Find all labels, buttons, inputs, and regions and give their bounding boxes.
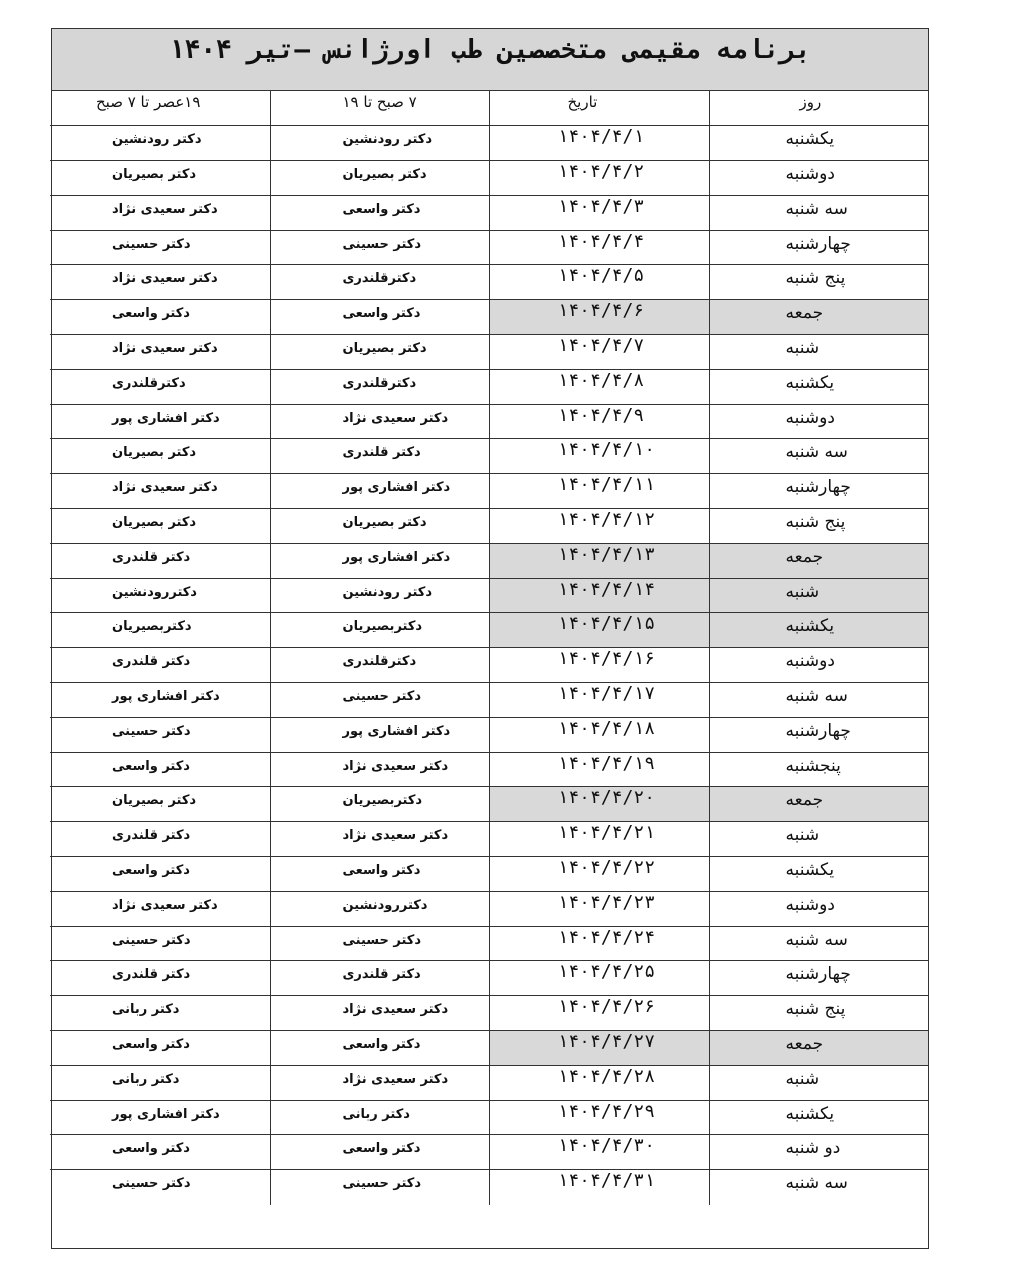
day-cell: سه شنبه <box>709 195 928 230</box>
shift-night-cell: دکتر بصیریان <box>50 787 270 822</box>
table-row <box>50 474 928 509</box>
day-cell: جمعه <box>709 1031 928 1066</box>
table-row <box>50 439 928 474</box>
table-row <box>50 787 928 822</box>
shift-day-cell: دکتر واسعی <box>270 1031 489 1066</box>
shift-day-cell: دکتر قلندری <box>270 961 489 996</box>
date-cell: ۱۴۰۴/۴/۲۴ <box>489 926 709 961</box>
header-date: تاریخ <box>489 91 709 126</box>
date-cell: ۱۴۰۴/۴/۱۰ <box>489 439 709 474</box>
table-row <box>50 126 928 161</box>
shift-day-cell: دکتر رودنشین <box>270 578 489 613</box>
table-row <box>50 230 928 265</box>
shift-night-cell: دکتر سعیدی نژاد <box>50 474 270 509</box>
shift-night-cell: دکتر سعیدی نژاد <box>50 335 270 370</box>
table-row <box>50 509 928 544</box>
shift-day-cell: دکترقلندری <box>270 265 489 300</box>
shift-day-cell: دکتر سعیدی نژاد <box>270 822 489 857</box>
header-row <box>50 91 928 126</box>
header-day: روز <box>709 91 928 126</box>
day-cell: یکشنبه <box>709 369 928 404</box>
date-cell: ۱۴۰۴/۴/۳۱ <box>489 1170 709 1205</box>
date-cell: ۱۴۰۴/۴/۴ <box>489 230 709 265</box>
table-row <box>50 1031 928 1066</box>
date-cell: ۱۴۰۴/۴/۱۴ <box>489 578 709 613</box>
day-cell: پنج شنبه <box>709 265 928 300</box>
shift-day-cell: دکتر حسینی <box>270 1170 489 1205</box>
shift-night-cell: دکتر ربانی <box>50 1065 270 1100</box>
day-cell: یکشنبه <box>709 613 928 648</box>
shift-day-cell: دکتر بصیریان <box>270 509 489 544</box>
shift-night-cell: دکتر قلندری <box>50 822 270 857</box>
table-row <box>50 1135 928 1170</box>
date-cell: ۱۴۰۴/۴/۱۹ <box>489 752 709 787</box>
shift-day-cell: دکتر افشاری پور <box>270 717 489 752</box>
shift-night-cell: دکتر رودنشین <box>50 126 270 161</box>
table-row <box>50 265 928 300</box>
date-cell: ۱۴۰۴/۴/۱۳ <box>489 543 709 578</box>
shift-night-cell: دکتر حسینی <box>50 926 270 961</box>
day-cell: شنبه <box>709 578 928 613</box>
date-cell: ۱۴۰۴/۴/۲ <box>489 161 709 196</box>
day-cell: چهارشنبه <box>709 474 928 509</box>
shift-day-cell: دکتربصیریان <box>270 613 489 648</box>
shift-night-cell: دکتر قلندری <box>50 961 270 996</box>
date-cell: ۱۴۰۴/۴/۵ <box>489 265 709 300</box>
shift-night-cell: دکتر بصیریان <box>50 161 270 196</box>
day-cell: یکشنبه <box>709 857 928 892</box>
date-cell: ۱۴۰۴/۴/۳۰ <box>489 1135 709 1170</box>
date-cell: ۱۴۰۴/۴/۲۱ <box>489 822 709 857</box>
table-row <box>50 926 928 961</box>
shift-day-cell: دکتر حسینی <box>270 926 489 961</box>
day-cell: دوشنبه <box>709 648 928 683</box>
shift-night-cell: دکتر قلندری <box>50 648 270 683</box>
shift-day-cell: دکتر سعیدی نژاد <box>270 1065 489 1100</box>
table-row <box>50 717 928 752</box>
day-cell: شنبه <box>709 822 928 857</box>
day-cell: یکشنبه <box>709 126 928 161</box>
shift-night-cell: دکتر واسعی <box>50 1135 270 1170</box>
shift-night-cell: دکتر افشاری پور <box>50 1100 270 1135</box>
table-row <box>50 961 928 996</box>
day-cell: پنج شنبه <box>709 509 928 544</box>
shift-night-cell: دکتربصیریان <box>50 613 270 648</box>
shift-day-cell: دکتر ربانی <box>270 1100 489 1135</box>
shift-night-cell: دکترقلندری <box>50 369 270 404</box>
shift-night-cell: دکتر بصیریان <box>50 509 270 544</box>
date-cell: ۱۴۰۴/۴/۲۳ <box>489 891 709 926</box>
day-cell: سه شنبه <box>709 683 928 718</box>
date-cell: ۱۴۰۴/۴/۲۶ <box>489 996 709 1031</box>
day-cell: پنجشنبه <box>709 752 928 787</box>
shift-night-cell: دکتر واسعی <box>50 1031 270 1066</box>
day-cell: چهارشنبه <box>709 230 928 265</box>
day-cell: پنج شنبه <box>709 996 928 1031</box>
schedule-sheet <box>51 28 929 1249</box>
shift-night-cell: دکتر قلندری <box>50 543 270 578</box>
shift-night-cell: دکتررودنشین <box>50 578 270 613</box>
date-cell: ۱۴۰۴/۴/۱ <box>489 126 709 161</box>
date-cell: ۱۴۰۴/۴/۷ <box>489 335 709 370</box>
table-row <box>50 683 928 718</box>
date-cell: ۱۴۰۴/۴/۸ <box>489 369 709 404</box>
table-row <box>50 891 928 926</box>
day-cell: دو شنبه <box>709 1135 928 1170</box>
date-cell: ۱۴۰۴/۴/۹ <box>489 404 709 439</box>
table-row <box>50 578 928 613</box>
day-cell: چهارشنبه <box>709 961 928 996</box>
table-row <box>50 195 928 230</box>
table-row <box>50 613 928 648</box>
day-cell: دوشنبه <box>709 404 928 439</box>
shift-day-cell: دکتر حسینی <box>270 683 489 718</box>
date-cell: ۱۴۰۴/۴/۱۵ <box>489 613 709 648</box>
date-cell: ۱۴۰۴/۴/۱۸ <box>489 717 709 752</box>
date-cell: ۱۴۰۴/۴/۶ <box>489 300 709 335</box>
table-row <box>50 335 928 370</box>
shift-night-cell: دکتر ربانی <box>50 996 270 1031</box>
shift-day-cell: دکتر واسعی <box>270 195 489 230</box>
day-cell: سه شنبه <box>709 1170 928 1205</box>
shift-day-cell: دکتربصیریان <box>270 787 489 822</box>
shift-night-cell: دکتر حسینی <box>50 1170 270 1205</box>
header-shift-night: ۱۹عصر تا ۷ صبح <box>50 91 270 126</box>
shift-day-cell: دکتر رودنشین <box>270 126 489 161</box>
date-cell: ۱۴۰۴/۴/۲۹ <box>489 1100 709 1135</box>
day-cell: جمعه <box>709 300 928 335</box>
shift-day-cell: دکتر سعیدی نژاد <box>270 752 489 787</box>
table-row <box>50 822 928 857</box>
date-cell: ۱۴۰۴/۴/۳ <box>489 195 709 230</box>
day-cell: دوشنبه <box>709 891 928 926</box>
table-row <box>50 996 928 1031</box>
shift-night-cell: دکتر بصیریان <box>50 439 270 474</box>
table-row <box>50 543 928 578</box>
shift-night-cell: دکتر سعیدی نژاد <box>50 195 270 230</box>
day-cell: دوشنبه <box>709 161 928 196</box>
date-cell: ۱۴۰۴/۴/۱۶ <box>489 648 709 683</box>
shift-day-cell: دکتر بصیریان <box>270 161 489 196</box>
date-cell: ۱۴۰۴/۴/۱۱ <box>489 474 709 509</box>
day-cell: یکشنبه <box>709 1100 928 1135</box>
shift-day-cell: دکترقلندری <box>270 369 489 404</box>
table-row <box>50 752 928 787</box>
page-title: برنامه مقیمی متخصصین طب اورژانس –تیر ۱۴۰۴ <box>169 35 811 65</box>
table-row <box>50 1065 928 1100</box>
shift-day-cell: دکترقلندری <box>270 648 489 683</box>
shift-night-cell: دکتر واسعی <box>50 752 270 787</box>
shift-day-cell: دکتر قلندری <box>270 439 489 474</box>
shift-night-cell: دکتر افشاری پور <box>50 683 270 718</box>
shift-day-cell: دکتر سعیدی نژاد <box>270 404 489 439</box>
shift-night-cell: دکتر افشاری پور <box>50 404 270 439</box>
day-cell: شنبه <box>709 335 928 370</box>
date-cell: ۱۴۰۴/۴/۲۵ <box>489 961 709 996</box>
shift-night-cell: دکتر حسینی <box>50 717 270 752</box>
shift-day-cell: دکتر واسعی <box>270 857 489 892</box>
shift-night-cell: دکتر واسعی <box>50 300 270 335</box>
shift-day-cell: دکتر حسینی <box>270 230 489 265</box>
shift-day-cell: دکتررودنشین <box>270 891 489 926</box>
shift-night-cell: دکتر واسعی <box>50 857 270 892</box>
header-shift-day: ۷ صبح تا ۱۹ <box>270 91 489 126</box>
day-cell: جمعه <box>709 543 928 578</box>
schedule-rows <box>50 126 928 1205</box>
table-row <box>50 404 928 439</box>
date-cell: ۱۴۰۴/۴/۲۷ <box>489 1031 709 1066</box>
shift-day-cell: دکتر واسعی <box>270 300 489 335</box>
table-row <box>50 161 928 196</box>
day-cell: جمعه <box>709 787 928 822</box>
table-row <box>50 369 928 404</box>
shift-day-cell: دکتر بصیریان <box>270 335 489 370</box>
shift-day-cell: دکتر سعیدی نژاد <box>270 996 489 1031</box>
day-cell: شنبه <box>709 1065 928 1100</box>
shift-day-cell: دکتر واسعی <box>270 1135 489 1170</box>
table-row <box>50 648 928 683</box>
date-cell: ۱۴۰۴/۴/۲۲ <box>489 857 709 892</box>
day-cell: چهارشنبه <box>709 717 928 752</box>
day-cell: سه شنبه <box>709 926 928 961</box>
table-row <box>50 1100 928 1135</box>
date-cell: ۱۴۰۴/۴/۱۷ <box>489 683 709 718</box>
shift-night-cell: دکتر سعیدی نژاد <box>50 265 270 300</box>
title-bar <box>52 29 928 91</box>
date-cell: ۱۴۰۴/۴/۲۰ <box>489 787 709 822</box>
shift-night-cell: دکتر حسینی <box>50 230 270 265</box>
shift-day-cell: دکتر افشاری پور <box>270 474 489 509</box>
table-row <box>50 857 928 892</box>
table-row <box>50 1170 928 1205</box>
shift-day-cell: دکتر افشاری پور <box>270 543 489 578</box>
day-cell: سه شنبه <box>709 439 928 474</box>
table-row <box>50 300 928 335</box>
date-cell: ۱۴۰۴/۴/۱۲ <box>489 509 709 544</box>
shift-night-cell: دکتر سعیدی نژاد <box>50 891 270 926</box>
schedule-table <box>50 91 928 1205</box>
date-cell: ۱۴۰۴/۴/۲۸ <box>489 1065 709 1100</box>
